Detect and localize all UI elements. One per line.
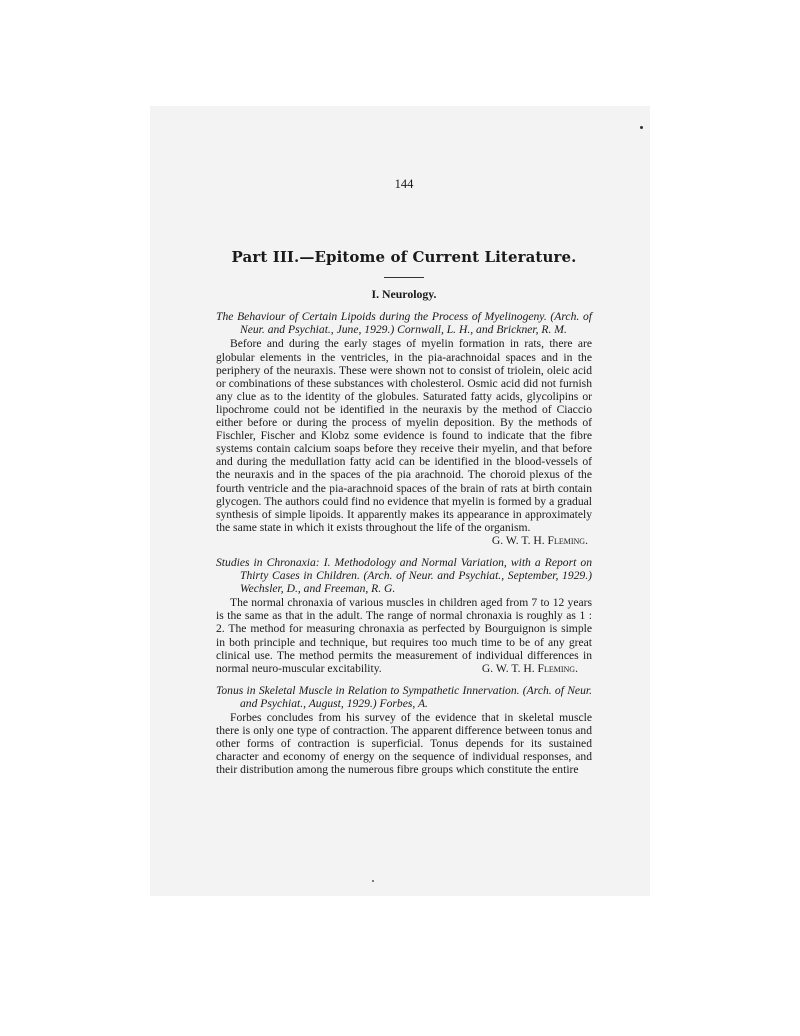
abstract-entry xyxy=(216,310,592,547)
part-title: Part III.—Epitome of Current Literature. xyxy=(231,248,577,267)
entry-citation: Studies in Chronaxia: I. Methodology and Normal Variation, with a Report on Thirty Cases in Children. (Arch. of Neur. and Psychiat., September, 1929.) Wechsler, D., and Freeman, R. G. xyxy=(216,555,592,596)
abstract-entry xyxy=(216,684,592,777)
entry-signature xyxy=(216,534,592,547)
entry-citation: Tonus in Skeletal Muscle in Relation to Sympathetic Innervation. (Arch. of Neur. and Psychiat., August, 1929.) Forbes, A. xyxy=(216,683,592,710)
signature-text: G. W. T. H. Fleming. xyxy=(491,533,588,547)
entry-signature xyxy=(468,662,592,675)
ink-speck xyxy=(640,126,643,129)
entry-citation: The Behaviour of Certain Lipoids during the Process of Myelinogeny. (Arch. of Neur. and Psychiat., June, 1929.) Cornwall, L. H., and Brickner, R. M. xyxy=(216,310,592,337)
entry-body xyxy=(216,596,592,675)
page-number: 144 xyxy=(394,177,414,191)
page-content xyxy=(216,170,592,776)
signature-text: G. W. T. H. Fleming. xyxy=(481,661,578,675)
entry-body: Before and during the early stages of myelin formation in rats, there are globular elements in the ventricles, in the pia-arachnoidal spaces and in the periphery of the neuraxis. These were shown not to consist of triolein, oleic acid or combinations of these substances with cholesterol. Osmic acid did not furnish any clue as to the identity of the globules. Saturated fatty acids, glycolipins or lipochrome could not be identified in the neuraxis by the method of Ciaccio either before or during the process of myelin deposition. By the methods of Fischler, Fischer and Klobz some evidence is found to indicate that the fibre systems contain calcium soaps before they receive their myelin, and that before and during the medullation fatty acid can be identified in the blood-vessels of the neuraxis and in the spaces of the pia arachnoid. The choroid plexus of the fourth ventricle and the pia-arachnoid spaces of the brain of rats at birth contain glycogen. The authors could find no evidence that myelin is formed by a gradual synthesis of simple lipoids. It apparently makes its appearance in approximately the same state in which it exists throughout the life of the organism. xyxy=(216,337,592,534)
entry-body-text: The normal chronaxia of various muscles in children aged from 7 to 12 years is the same as that in the adult. The range of normal chronaxia is roughly as 1 : 2. The method for measuring chronaxia as perfected by Bourguignon is simple in both principle and technique, but requires too much time to be of any great clinical use. The method permits the measurement of individual differences in normal neuro-muscular excitability. xyxy=(216,596,592,675)
section-heading: I. Neurology. xyxy=(371,287,437,302)
ink-speck xyxy=(372,880,374,882)
entry-body: Forbes concludes from his survey of the evidence that in skeletal muscle there is only one type of contraction. The apparent difference between tonus and other forms of contraction is superficial. Tonus depends for its sustained character and economy of energy on the sequence of individual responses, and their distribution among the numerous fibre groups which constitute the entire xyxy=(216,711,592,777)
title-rule xyxy=(384,277,424,278)
abstract-entry xyxy=(216,556,592,675)
